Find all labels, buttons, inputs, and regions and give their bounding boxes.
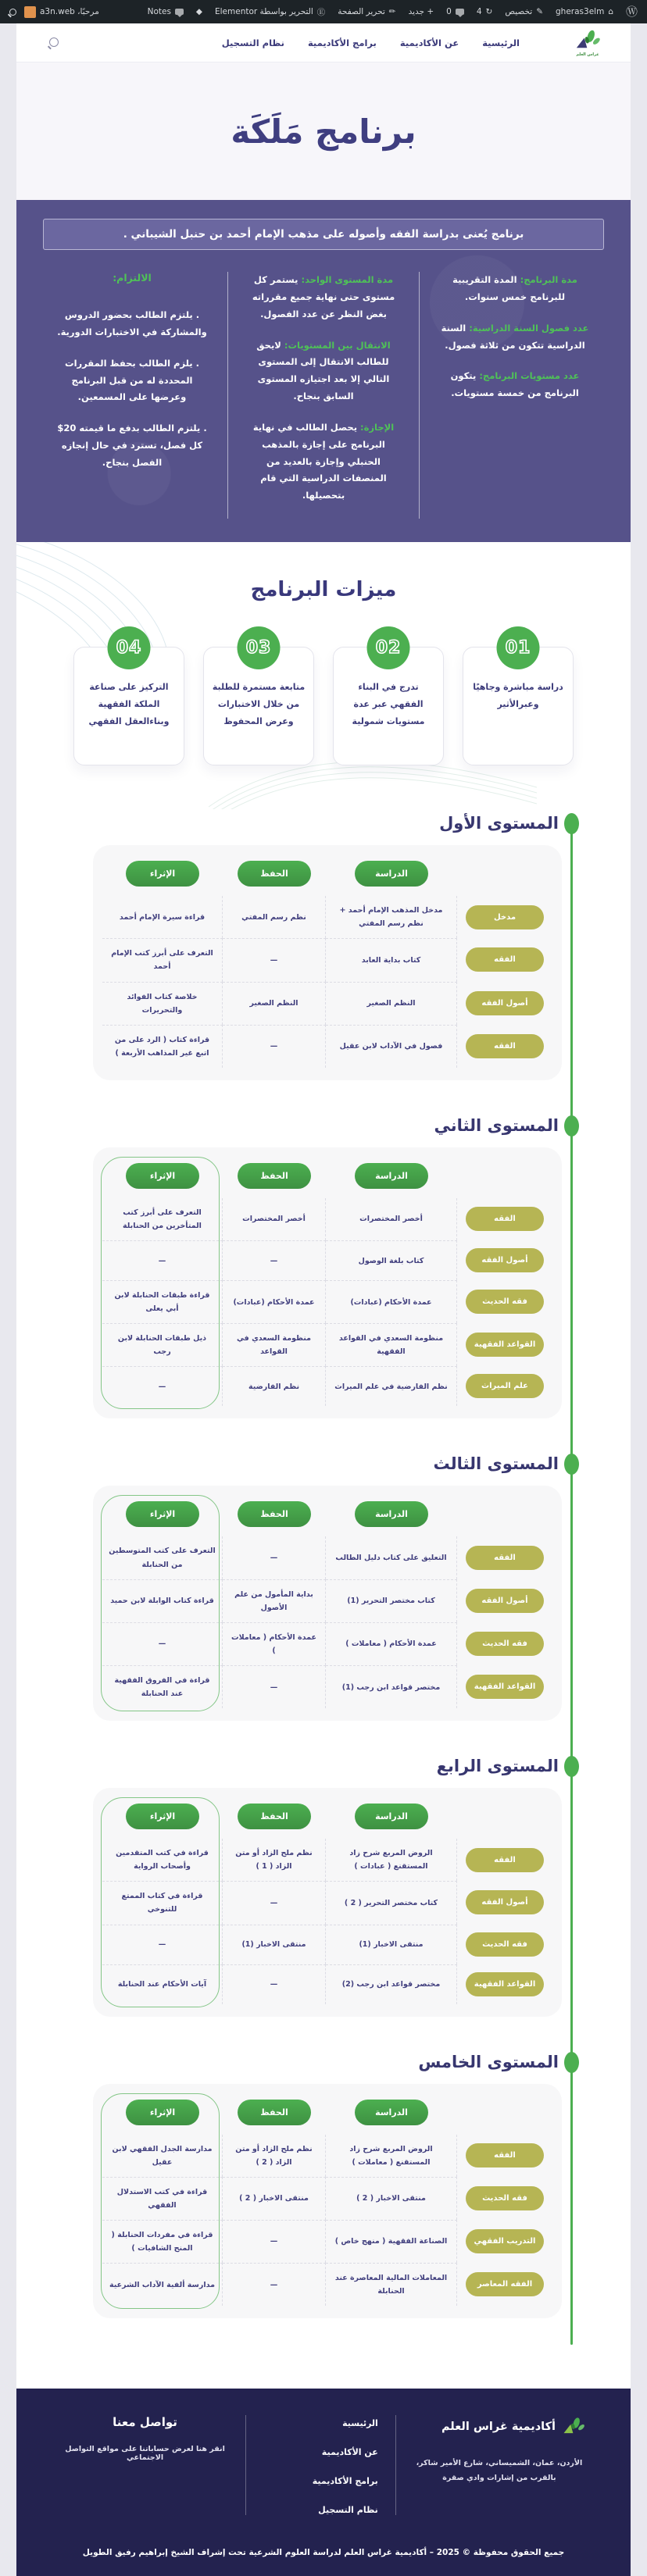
memorization-cell: أخصر المختصرات (223, 1198, 326, 1240)
level-table (102, 1800, 552, 2003)
category-pill: مدخل (466, 905, 544, 929)
level-2-section (93, 1116, 562, 1419)
home-icon: ⌂ (608, 7, 613, 16)
enrichment-cell: قراءة في مفردات الحنابلة ( المنح الشافيات ) (102, 2220, 223, 2263)
memorization-cell: نظم الفارضية (223, 1366, 326, 1406)
admin-notes[interactable]: Notes (148, 7, 184, 16)
info-item (244, 419, 403, 505)
enrichment-cell: قراءة طبقات الحنابلة لابن أبي يعلى (102, 1280, 223, 1323)
commitment-line: . يلتزم الطالب بدفع ما قيمته 20$ كل فصل، تسترد في حال إنجازه الفصل بنجاح. (57, 423, 207, 468)
footer-contact-title: تواصل معنا (113, 2415, 177, 2430)
memorization-cell: — (223, 2263, 326, 2306)
memorization-cell: نظم رسم المفتي (223, 896, 326, 938)
enrichment-cell: — (102, 1622, 223, 1665)
footer-social-link[interactable]: انقر هنا لعرض حساباتنا على مواقع التواصل الاجتماعي (65, 2445, 225, 2463)
enrichment-cell: التعرف على أبرز كتب المتأخرين من الحنابلة (102, 1198, 223, 1240)
study-cell: الروض المربع شرح زاد المستقنع ( عبادات ) (326, 1839, 457, 1881)
footer-academy-title: أكاديمية غراس العلم (441, 2421, 556, 2434)
feature-card (73, 637, 184, 765)
enrichment-cell: مدارسة الجدل الفقهي لابن عقيل (102, 2135, 223, 2177)
memorization-cell: نظم ملح الزاد أو متن الزاد ( 1 ) (223, 1839, 326, 1881)
enrichment-cell: خلاصة كتاب الفوائد والتحريرات (102, 982, 223, 1025)
study-cell: عمدة الأحكام ( معاملات ) (326, 1622, 457, 1665)
feature-number-badge: 01 (497, 626, 540, 669)
level-card (93, 1147, 562, 1419)
column-header-memorization: الحفظ (238, 861, 311, 887)
feature-number-badge: 02 (367, 626, 410, 669)
enrichment-cell: التعرف على أبرز كتب الإمام أحمد (102, 938, 223, 981)
commitment-line: . يلتزم الطالب بحضور الدروس والمشاركة في الاختبارات الدورية. (57, 309, 207, 337)
memorization-cell: النظم الصغير (223, 982, 326, 1025)
memorization-cell: عمدة الأحكام (عبادات) (223, 1280, 326, 1323)
level-card (93, 2084, 562, 2319)
info-text: السنة الدراسية تتكون من ثلاثة فصول. (441, 322, 585, 351)
admin-updates[interactable]: ↻ 4 (476, 7, 493, 16)
nav-link[interactable]: عن الأكاديمية (399, 37, 459, 48)
memorization-cell: — (223, 1025, 326, 1068)
hero-section (16, 62, 631, 200)
enrichment-cell: قراءة في كتب الاستدلال الفقهي (102, 2177, 223, 2220)
study-cell: الصناعة الفقهية ( منهج خاص ) (326, 2220, 457, 2263)
column-header-study: الدراسة (355, 2100, 428, 2125)
main-nav (222, 37, 520, 48)
avatar (24, 6, 36, 18)
copyright-bar: جميع الحقوق محفوظة © 2025 – أكاديمية غراس العلم لدراسة العلوم الشرعية تحت إشراف الشيخ إبراهيم رفيق الطويل (82, 2548, 565, 2558)
enrichment-cell: — (102, 1925, 223, 1964)
nav-link[interactable]: نظام التسجيل (221, 37, 284, 48)
study-cell: عمدة الأحكام (عبادات) (326, 1280, 457, 1323)
program-info-columns (37, 272, 610, 519)
memorization-cell: منتقى الاخبار (1) (223, 1925, 326, 1964)
header-spacer (457, 1498, 552, 1536)
memorization-cell: — (223, 1536, 326, 1579)
site-footer (16, 2389, 631, 2576)
level-title: المستوى الثاني (434, 1115, 559, 1135)
brush-icon: ✎ (536, 7, 544, 16)
column-header-study: الدراسة (355, 1804, 428, 1829)
footer-link[interactable]: برامج الأكاديمية (312, 2476, 378, 2487)
enrichment-cell: قراءة سيرة الإمام أحمد (102, 896, 223, 938)
level-title: المستوى الأول (439, 814, 559, 833)
info-text: لايحق للطالب الانتقال إلى المستوى التالي إلا بعد اجتيازه المستوى السابق بنجاح. (256, 339, 390, 402)
feature-text: التركيز على صناعة الملكة الفقهية وبناءالعقل الفقهي (88, 682, 170, 727)
info-item (435, 368, 595, 402)
category-pill: علم الميراث (466, 1374, 544, 1398)
info-text: يتكون البرنامج من خمسة مستويات. (450, 370, 579, 399)
nav-link[interactable]: الرئيسية (482, 37, 520, 48)
category-pill: القواعد الفقهية (466, 1675, 544, 1699)
study-cell: كتاب مختصر التحرير ( 2 ) (326, 1881, 457, 1924)
level-title: المستوى الثالث (433, 1454, 559, 1474)
level-title: المستوى الخامس (418, 2052, 559, 2071)
commitment-lines (52, 307, 212, 472)
column-header-study: الدراسة (355, 1163, 428, 1189)
category-pill: الفقه (466, 1207, 544, 1231)
feature-card (203, 637, 314, 765)
admin-comments[interactable]: 0 (446, 7, 464, 16)
study-cell: نظم الفارضية في علم الميراث (326, 1366, 457, 1406)
level-card (93, 845, 562, 1080)
pencil-icon: ✏ (388, 7, 396, 16)
enrichment-cell: مدارسة ألفية الآداب الشرعية (102, 2263, 223, 2306)
study-cell: المعاملات المالية المعاصرة عند الحنابلة (326, 2263, 457, 2306)
study-cell: فصول في الآداب لابن عقيل (326, 1025, 457, 1068)
timeline-dot (564, 2052, 579, 2073)
memorization-cell: — (223, 2220, 326, 2263)
feature-text: دراسة مباشرة وجاهيًا وعبرالأثير (473, 682, 563, 710)
category-pill: فقه الحديث (466, 1290, 544, 1314)
category-pill: الفقه (466, 1034, 544, 1058)
column-header-study: الدراسة (355, 1501, 428, 1527)
footer-about-column (396, 2415, 602, 2515)
column-header-memorization: الحفظ (238, 1804, 311, 1829)
memorization-cell: — (223, 938, 326, 981)
notes-icon (175, 9, 184, 15)
category-pill: الفقه (466, 1848, 544, 1872)
header-spacer (457, 858, 552, 896)
wordpress-logo-icon[interactable]: Ⓦ (625, 4, 638, 19)
timeline-dot (564, 1454, 579, 1475)
enrichment-cell: قراءة في الفروق الفقهية عند الحنابلة (102, 1665, 223, 1708)
admin-new-content[interactable]: + جديد (408, 7, 434, 16)
page-title: برنامج مَلَكَة (231, 112, 416, 151)
comments-icon (456, 9, 464, 15)
wp-admin-bar (0, 0, 647, 23)
footer-link[interactable]: عن الأكاديمية (321, 2447, 378, 2458)
study-cell: منتقى الاخبار (1) (326, 1925, 457, 1964)
study-cell: كتاب مختصر التحرير (1) (326, 1579, 457, 1622)
timeline-dot (564, 1115, 579, 1136)
category-pill: الفقه (466, 2143, 544, 2167)
footer-logo-icon (562, 2415, 585, 2439)
column-header-memorization: الحفظ (238, 2100, 311, 2125)
category-pill: أصول الفقه (466, 991, 544, 1015)
column-header-memorization: الحفظ (238, 1501, 311, 1527)
commitment-line: . يلزم الطالب بحفظ المقررات المحددة له من قبل البرنامج وعرضها على المسمعين. (65, 357, 199, 403)
site-logo[interactable] (574, 29, 601, 57)
features-section (16, 542, 631, 809)
info-text: يستمر كل مستوى حتى نهاية جميع مقرراته بغض النظر عن عدد الفصول. (252, 274, 395, 319)
footer-links-column (245, 2415, 396, 2515)
column-header-enrichment: الإثراء (126, 1804, 199, 1829)
site-header (16, 23, 631, 62)
category-pill: القواعد الفقهية (466, 1972, 544, 1996)
diamond-icon[interactable]: ◆ (195, 7, 202, 16)
category-pill: أصول الفقه (466, 1589, 544, 1613)
info-text: المدة التقريبية للبرنامج خمس سنوات. (452, 274, 566, 302)
level-card (93, 1788, 562, 2016)
header-spacer (457, 1160, 552, 1198)
level-3-section (93, 1454, 562, 1721)
timeline-dot (564, 1756, 579, 1777)
header-spacer (457, 1800, 552, 1839)
level-1-section (93, 814, 562, 1080)
features-title: ميزات البرنامج (250, 578, 397, 602)
level-table (102, 1160, 552, 1407)
page-container (16, 23, 631, 2576)
level-title: المستوى الرابع (436, 1757, 559, 1776)
info-label: عدد فصول السنة الدراسية: (469, 322, 589, 334)
enrichment-cell: — (102, 1366, 223, 1406)
commitment-title: الالتزام: (113, 272, 152, 284)
nav-link[interactable]: برامج الأكاديمية (307, 37, 377, 48)
admin-site-name[interactable]: ⌂ gheras3elm (556, 7, 613, 16)
study-cell: النظم الصغير (326, 982, 457, 1025)
study-cell: مدخل المذهب الإمام أحمد + نظم رسم المفتي (326, 896, 457, 938)
enrichment-cell: قراءة في كتب المتقدمين وأصحاب الرواية (102, 1839, 223, 1881)
footer-contact-column (45, 2415, 245, 2515)
feature-text: تدرج في البناء الفقهي عبر عدة مستويات شمولية (352, 682, 425, 727)
study-cell: مختصر قواعد ابن رجب (1) (326, 1665, 457, 1708)
category-pill: أصول الفقه (466, 1248, 544, 1272)
study-cell: كتاب بلغة الوصول (326, 1240, 457, 1280)
memorization-cell: نظم ملح الزاد أو متن الزاد ( 2 ) (223, 2135, 326, 2177)
feature-number-badge: 04 (108, 626, 151, 669)
info-item (244, 337, 403, 405)
info-column-duration (420, 272, 610, 519)
footer-link[interactable]: الرئيسية (342, 2418, 378, 2429)
memorization-cell: — (223, 1881, 326, 1924)
enrichment-cell: — (102, 1240, 223, 1280)
admin-edit-page[interactable]: ✏ تحرير الصفحة (338, 7, 396, 16)
info-label: مدة البرنامج: (520, 274, 577, 285)
column-header-enrichment: الإثراء (126, 2100, 199, 2125)
study-cell: منظومة السعدي في القواعد الفقهية (326, 1323, 457, 1366)
logo-leaves-icon (574, 29, 601, 52)
memorization-cell: — (223, 1665, 326, 1708)
category-pill: التدريب الفقهي (466, 2229, 544, 2253)
study-cell: كتاب بداية العابد (326, 938, 457, 981)
info-label: الانتقال بين المستويات: (284, 339, 391, 351)
memorization-cell: منتقى الاخبار ( 2 ) (223, 2177, 326, 2220)
enrichment-cell: قراءة كتاب ( الرد على من اتبع غير المذاهب الأربعة ) (102, 1025, 223, 1068)
category-pill: القواعد الفقهية (466, 1333, 544, 1357)
info-label: عدد مستويات البرنامج: (479, 370, 580, 382)
study-cell: التعليق على كتاب دليل الطالب (326, 1536, 457, 1579)
info-item (435, 272, 595, 306)
study-cell: مختصر قواعد ابن رجب (2) (326, 1964, 457, 2004)
admin-edit-with-elementor[interactable]: Ⓔ التحرير بواسطة Elementor (215, 7, 326, 17)
info-item (435, 320, 595, 355)
timeline-line (570, 830, 573, 2345)
category-pill: الفقه (466, 1546, 544, 1570)
level-5-section (93, 2053, 562, 2319)
study-cell: أخصر المختصرات (326, 1198, 457, 1240)
category-pill: فقه الحديث (466, 1632, 544, 1656)
memorization-cell: منظومة السعدي في القواعد (223, 1323, 326, 1366)
memorization-cell: — (223, 1240, 326, 1280)
memorization-cell: عمدة الأحكام ( معاملات ) (223, 1622, 326, 1665)
info-item (244, 272, 403, 323)
admin-search-icon[interactable] (9, 9, 16, 16)
memorization-cell: بداية المأمول من علم الأصول (223, 1579, 326, 1622)
program-about-section (16, 200, 631, 542)
level-table (102, 2096, 552, 2307)
enrichment-cell: ذيل طبقات الحنابلة لابن رجب (102, 1323, 223, 1366)
logo-caption: غراس العلم (576, 52, 599, 57)
updates-icon: ↻ (485, 7, 493, 16)
info-label: الإجازة: (360, 421, 395, 433)
enrichment-cell: قراءة كتاب الوابلة لابن حميد (102, 1579, 223, 1622)
category-pill: فقه الحديث (466, 1932, 544, 1957)
study-cell: الروض المربع شرح زاد المستقنع ( معاملات ) (326, 2135, 457, 2177)
level-card (93, 1486, 562, 1721)
info-label: مدة المستوى الواحد: (301, 274, 394, 285)
level-4-section (93, 1757, 562, 2016)
category-pill: فقه الحديث (466, 2186, 544, 2210)
timeline-dot (564, 813, 579, 834)
category-pill: الفقه (466, 947, 544, 972)
enrichment-cell: آيات الأحكام عند الحنابلة (102, 1964, 223, 2004)
column-header-enrichment: الإثراء (126, 861, 199, 887)
search-icon[interactable] (46, 32, 62, 53)
column-header-enrichment: الإثراء (126, 1163, 199, 1189)
column-header-study: الدراسة (355, 861, 428, 887)
memorization-cell: — (223, 1964, 326, 2004)
enrichment-cell: التعرف على كتب المتوسطين من الحنابلة (102, 1536, 223, 1579)
info-text: يحصل الطالب في نهاية البرنامج على إجازة بالمذهب الحنبلي وإجازة بالعديد من المنصفات الدراسية التي قام بتحصيلها. (252, 421, 387, 501)
level-table (102, 1498, 552, 1708)
feature-card (333, 637, 444, 765)
admin-customize[interactable]: ✎ تخصيص (505, 7, 544, 16)
info-column-commitment (37, 272, 228, 519)
feature-text: متابعة مستمرة للطلبة من خلال الاختبارات وعرض المحفوظ (212, 682, 306, 727)
column-header-enrichment: الإثراء (126, 1501, 199, 1527)
info-column-levels (228, 272, 420, 519)
column-header-memorization: الحفظ (238, 1163, 311, 1189)
enrichment-cell: قراءة في كتاب الممتع للتنوخي (102, 1881, 223, 1924)
footer-link[interactable]: نظام التسجيل (318, 2505, 378, 2516)
levels-timeline-section (16, 809, 631, 2389)
elementor-icon: Ⓔ (316, 7, 326, 17)
program-description-banner: برنامج يُعنى بدراسة الفقه وأصوله على مذهب الإمام أحمد بن حنبل الشيباني . (43, 219, 604, 250)
category-pill: أصول الفقه (466, 1890, 544, 1914)
admin-greeting[interactable]: مرحبًا، a3n.web (24, 6, 99, 18)
footer-address: الأردن، عمان، الشميساني، شارع الأمير شاكر، بالقرب من إشارات وادي صقرة (416, 2459, 583, 2483)
feature-card (463, 637, 574, 765)
feature-cards (16, 637, 631, 765)
study-cell: منتقى الاخبار ( 2 ) (326, 2177, 457, 2220)
level-table (102, 858, 552, 1068)
header-spacer (457, 2096, 552, 2135)
feature-number-badge: 03 (238, 626, 281, 669)
category-pill: الفقه المعاصر (466, 2272, 544, 2296)
